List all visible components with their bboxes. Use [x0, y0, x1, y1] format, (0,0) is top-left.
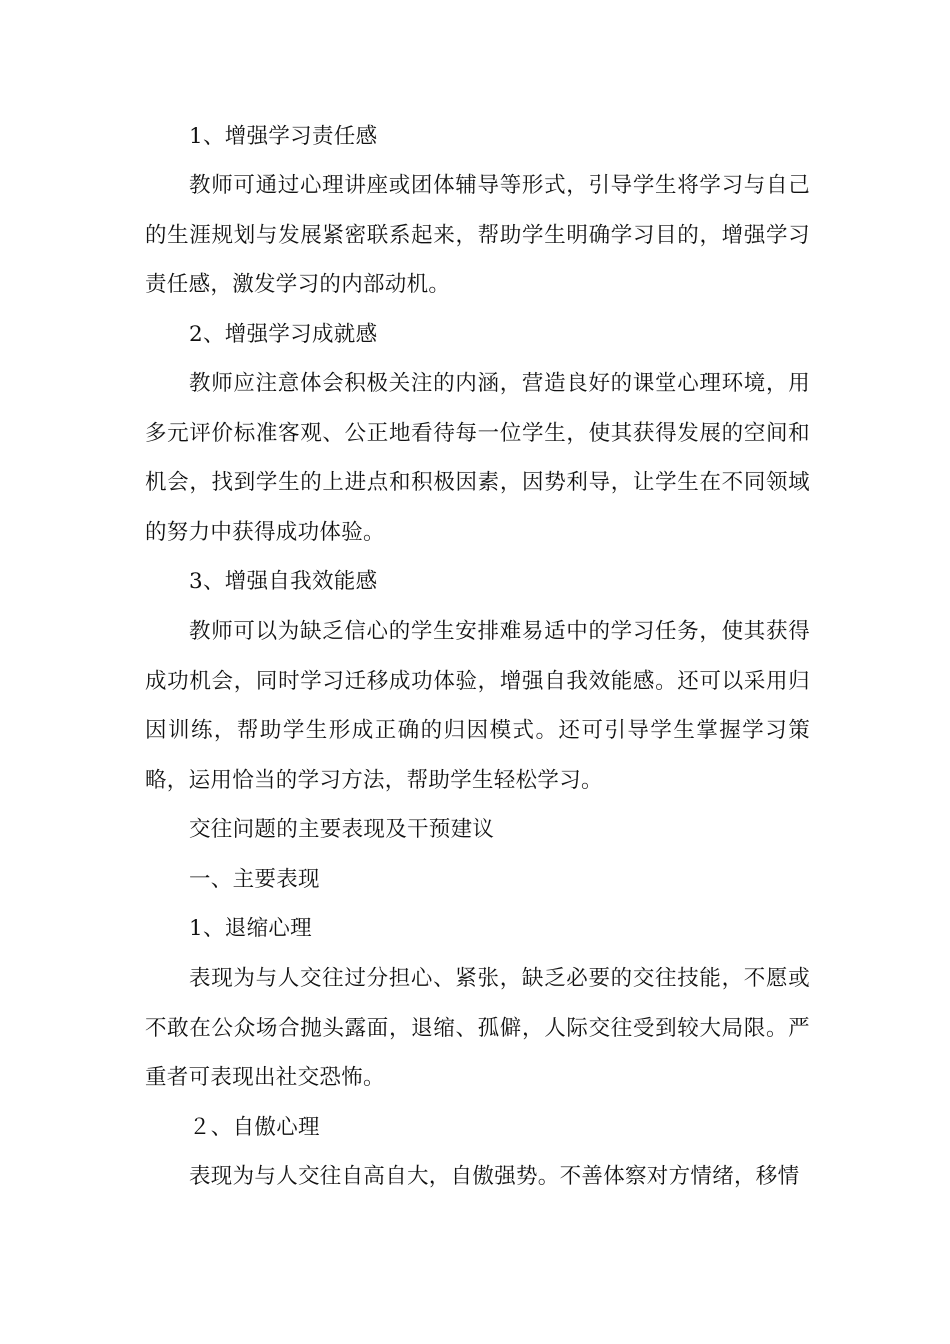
paragraph-self-efficacy: 教师可以为缺乏信心的学生安排难易适中的学习任务，使其获得成功机会，同时学习迁移成功体验，增强自我效能感。还可以采用归因训练，帮助学生形成正确的归因模式。还可引导学生掌握学习策略，运用恰当的学习方法，帮助学生轻松学习。	[145, 619, 810, 793]
paragraph-achievement: 教师应注意体会积极关注的内涵，营造良好的课堂心理环境，用多元评价标准客观、公正地看待每一位学生，使其获得发展的空间和机会，找到学生的上进点和积极因素，因势利导，让学生在不同领域的努力中获得成功体验。	[145, 371, 810, 545]
paragraph-withdrawal: 表现为与人交往过分担心、紧张，缺乏必要的交往技能，不愿或不敢在公众场合抛头露面，退缩、孤僻，人际交往受到较大局限。严重者可表现出社交恐怖。	[145, 966, 810, 1090]
paragraph-arrogance: 表现为与人交往自高自大，自傲强势。不善体察对方情绪，移情	[189, 1164, 800, 1189]
subsection-heading-main-manifestations: 一、主要表现	[189, 867, 320, 892]
section-heading-achievement: 2、增强学习成就感	[189, 322, 378, 347]
section-heading-withdrawal: 1、退缩心理	[189, 916, 312, 941]
section-heading-self-efficacy: 3、增强自我效能感	[189, 569, 378, 594]
section-title-social-problems: 交往问题的主要表现及干预建议	[189, 817, 495, 842]
section-heading-study-responsibility: 1、增强学习责任感	[189, 124, 378, 149]
paragraph-study-responsibility: 教师可通过心理讲座或团体辅导等形式，引导学生将学习与自己的生涯规划与发展紧密联系起来，帮助学生明确学习目的，增强学习责任感，激发学习的内部动机。	[145, 173, 810, 297]
section-heading-arrogance: ２、自傲心理	[189, 1115, 320, 1140]
